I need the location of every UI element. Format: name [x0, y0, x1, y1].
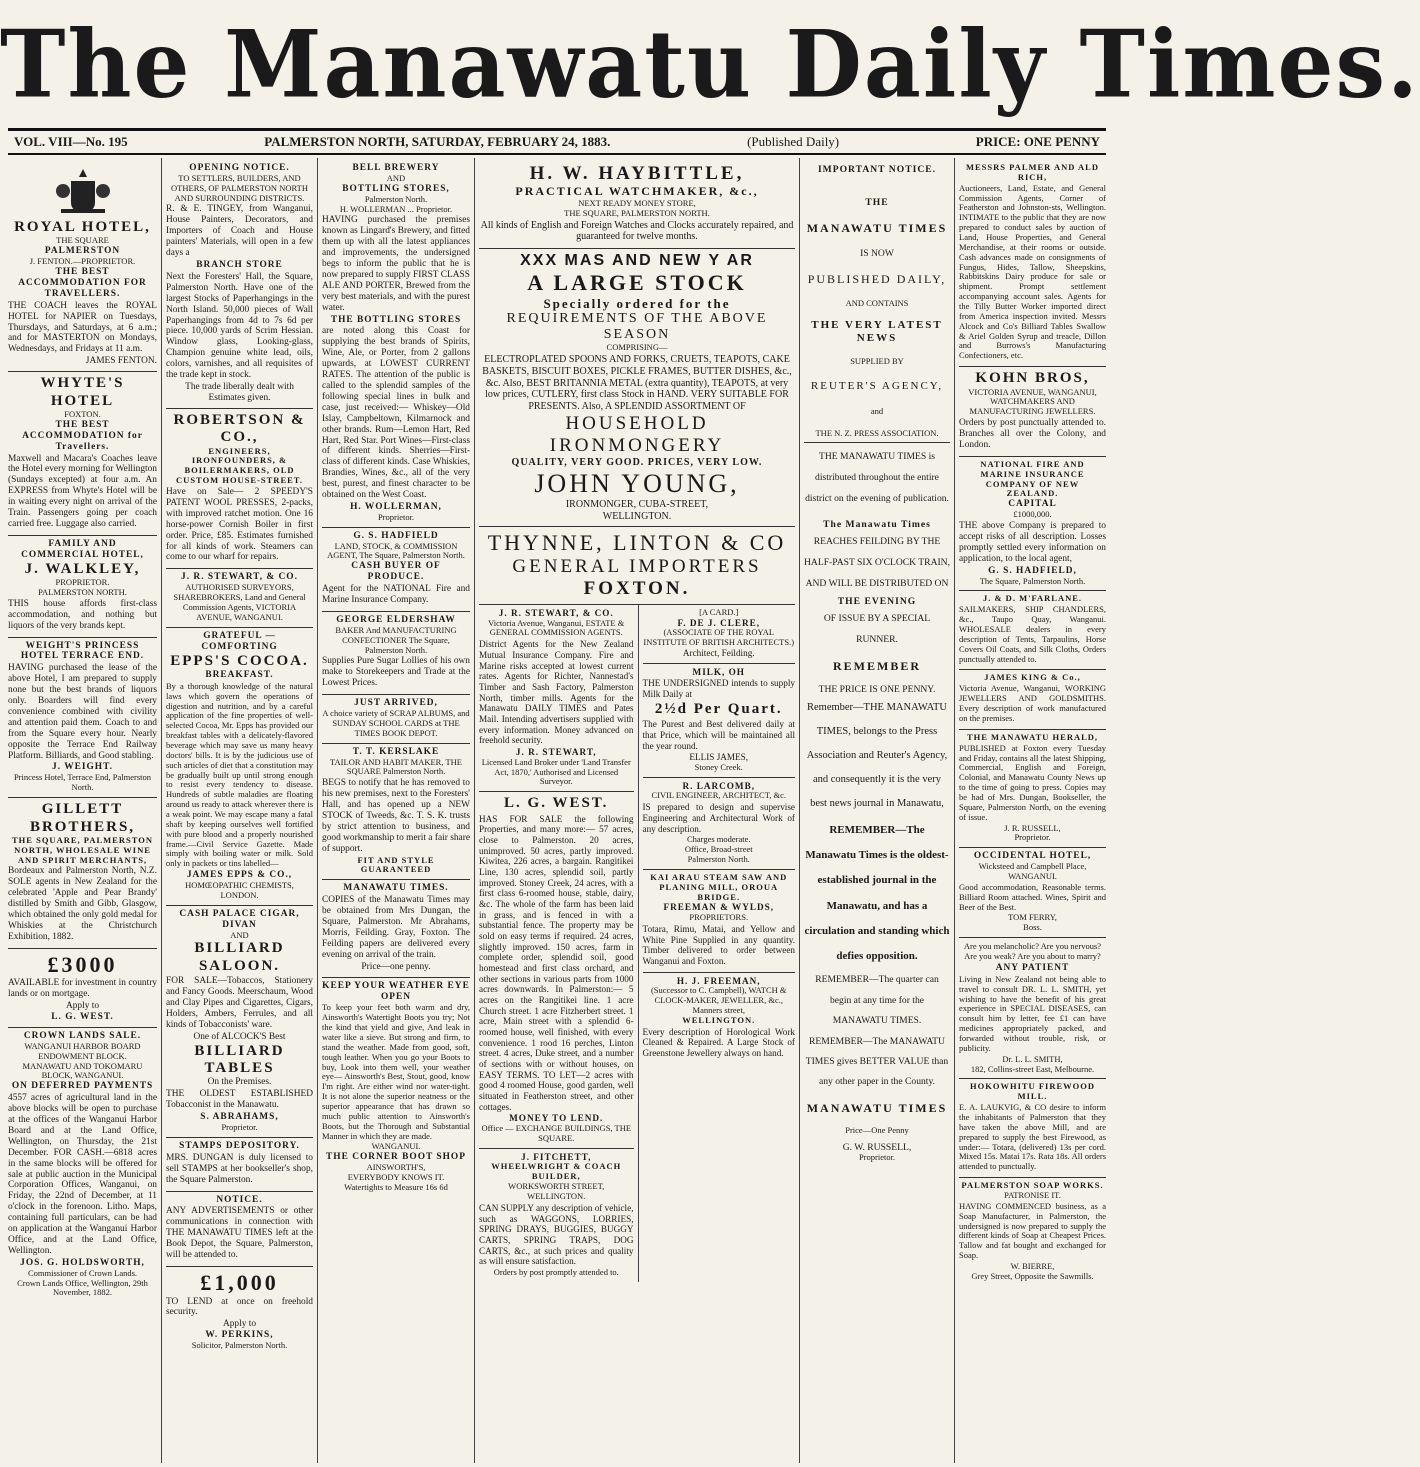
stewart-title-2: J. R. STEWART, & CO.	[181, 572, 298, 583]
herald-body: PUBLISHED at Foxton every Tuesday and Friday, contains all the latest Shipping, Commercial, English and Foreign, Colonial, and Manawatu County News up to the time of going to press. Copies may be had of Mrs. Dungan, Bookseller, the Square, Palmerston North, on the evening of issue.	[959, 742, 1106, 822]
young-place: WELLINGTON.	[602, 510, 672, 522]
reuter: REUTER'S AGENCY,	[810, 380, 944, 393]
bell-sub: BOTTLING STORES,	[342, 183, 450, 194]
investment-amount: £3000	[47, 951, 118, 977]
hay-next: NEXT READY MONEY STORE,	[578, 197, 696, 208]
crown-sub: WANGANUI HARBOR BOARD ENDOWMENT BLOCK.	[24, 1040, 141, 1061]
reaches: REACHES FEILDING BY THE HALF-PAST SIX O'CLOCK TRAIN, AND WILL BE DISTRIBUTED ON	[804, 536, 951, 590]
ad-notice	[166, 1192, 313, 1267]
epps-sig2: HOMŒOPATHIC CHEMISTS, LONDON.	[185, 880, 294, 900]
ad-crown-lands	[8, 1028, 157, 1302]
ad-weights-hotel	[8, 638, 157, 799]
milk-price: 2½d Per Quart.	[654, 700, 783, 717]
ad-opening-notice	[166, 160, 313, 409]
royal-crest-icon	[51, 165, 115, 217]
king-body: Victoria Avenue, Wanganui, WORKING JEWELLERS AND GOLDSMITHS. Every description of work manufactured on the premises.	[959, 683, 1106, 723]
notice-body: ANY ADVERTISEMENTS or other communications in connection with THE MANAWATU TIMES left at the Book Depot, the Square, Palmerston, will be attended to.	[166, 1206, 313, 1261]
kersl-fit: FIT AND STYLE GUARANTEED	[357, 854, 435, 875]
fitch-body: CAN SUPPLY any description of vehicle, such as WAGGONS, LORRIES, SPRING DRAYS, BUGGIES, BUGGY CARTS, SPRING TRAPS, DOG CARTS, &c., at such prices and quality as will ensure satisfaction.	[479, 1202, 634, 1267]
crown-body: 4557 acres of agricultural land in the above blocks will be open to purchase at the offices of the Wanganui Harbor Board and at the Land Office, Wellington, on Thursday, the 21st December. FOR CASH.—6818 acres in the same blocks will be offered for sale at public auction in the Municipal Corporation Offices, Wanganui, on Friday, the 22nd of December, at 11 o'clock in the forenoon. Litho. Maps, containing full particulars, can be had on application at the Wanganui Harbor Office, and at the Land Office, Wellington.	[8, 1093, 157, 1256]
stewart4-sig: J. R. STEWART,	[515, 746, 597, 757]
better-value: REMEMBER—The MANAWATU TIMES gives BETTER VALUE than any other paper in the County.	[805, 1035, 949, 1088]
whyte-title: WHYTE'S HOTEL	[40, 375, 125, 409]
ad-clere	[643, 605, 796, 664]
nat-place: The Square, Palmerston North.	[979, 575, 1086, 586]
royal-place: PALMERSTON	[44, 246, 121, 257]
dateline	[8, 128, 1106, 155]
rich-body: Auctioneers, Land, Estate, and General Commission Agents, Corner of Featherston and Johnston-sts, Wellington. INTIMATE to the public that they are now prepared to conduct sales by auction of Land, House Properties, and General Merchandise, at their rooms or outside. Cash advances made on consignments of Fungus, Hides, Tallow, Sheepskins, Rabbitskins Dairy produce for sale or shipment. Prompt settlement accompanying account sales. Agents for the Tilly Butter Worker imported direct from America inspection invited. Messrs Alcock and Co's Billiard Tables Swallow & Ariel Golden Syrup and treacle, Dillon and Burrows's Manufacturing Confectioners, etc.	[959, 182, 1106, 361]
young-name: JOHN YOUNG,	[534, 468, 740, 498]
ad-robertson	[166, 409, 313, 570]
reaches-title: The Manawatu Times	[823, 519, 931, 531]
bottling-prop: Proprietor.	[377, 511, 415, 522]
family-prop: PROPRIETOR.	[55, 577, 110, 588]
royal-sig: JAMES FENTON.	[85, 356, 157, 367]
bell-and: AND	[386, 172, 406, 183]
column-5	[800, 158, 955, 1463]
gillett-sub: THE SQUARE, PALMERSTON NORTH, WHOLESALE WINE AND SPIRIT MERCHANTS,	[12, 834, 153, 865]
stewart-sub-2: AUTHORISED SURVEYORS, SHAREBROKERS, Land and General Commission Agents, VICTORIA AVENUE, WANGANUI.	[173, 582, 306, 622]
mel-addr: 182, Collins-street East, Melbourne.	[970, 1063, 1095, 1074]
cigar-body: FOR SALE—Tobaccos, Stationery and Fancy Goods. Meerschaum, Wood and Clay Pipes and Cigarettes, Cigars, Holders, Ambers, Ferrules, and all kinds of Tobacconists' ware.	[166, 976, 313, 1030]
occ-prop: Boss.	[1023, 922, 1042, 933]
ad-john-young	[479, 249, 795, 527]
ad-national-insurance	[959, 457, 1106, 592]
remember-heading: REMEMBER	[833, 658, 921, 673]
col4-left	[479, 605, 639, 1282]
hadfield-sub: LAND, STOCK, & COMMISSION AGENT, The Square, Palmerston North.	[327, 540, 465, 561]
soap-sub: PATRONISE IT.	[1004, 1189, 1061, 1200]
price-note: THE PRICE IS ONE PENNY.	[818, 683, 936, 695]
alcock-est: THE OLDEST ESTABLISHED Tobacconist in the Manawatu.	[166, 1089, 313, 1111]
royal-prop: J. FENTON.—PROPRIETOR.	[29, 256, 136, 267]
and-contains: AND CONTAINS	[845, 298, 909, 309]
stamps-title: STAMPS DEPOSITORY.	[179, 1140, 300, 1151]
kohn-sub: VICTORIA AVENUE, WANGANUI, WATCHMAKERS AND MANUFACTURING JEWELLERS.	[968, 386, 1097, 417]
arrived-body: A choice variety of SCRAP ALBUMS, and SUNDAY SCHOOL CARDS at THE TIMES BOOK DEPOT.	[322, 708, 470, 738]
larcomb-office: Office, Broad-street	[684, 844, 753, 855]
hay-title: H. W. HAYBITTLE,	[529, 163, 745, 184]
ad-hadfield	[322, 528, 470, 612]
bell-body: HAVING purchased the premises known as Lingard's Brewery, and fitted them up with all the latest appliances and improvements, the undersigned begs to inform the public that he is now prepared to supply FIRST CLASS ALE AND PORTER, Brewed from the very best materials, and with the purest water.	[322, 215, 470, 313]
hok-body: E. A. LAUKVIG, & CO desire to inform the inhabitants of Palmerston that they have taken the above Mill, and are prepared to supply the best Firewood, as under:— Totara, (delivered) 13s per cord. Mixed 15s. Matai 17s. Rata 18s. All orders attended to punctually.	[959, 1102, 1106, 1172]
occ-title: OCCIDENTAL HOTEL,	[973, 851, 1092, 862]
milk-title: MILK, OH	[692, 666, 745, 677]
epps-sig: JAMES EPPS & CO.,	[186, 870, 293, 881]
fitch-title: J. FITCHETT,	[521, 1151, 592, 1162]
ad-stamps	[166, 1138, 313, 1192]
kohn-title: KOHN BROS,	[975, 370, 1090, 387]
and2: and	[870, 406, 884, 417]
keep-sig2: EVERYBODY KNOWS IT.	[347, 1172, 445, 1183]
ad-west	[479, 792, 634, 1149]
elder-title: GEORGE ELDERSHAW	[336, 614, 456, 625]
larcomb-body: IS prepared to design and supervise Engineering and Architectural Work of any description.	[642, 802, 795, 834]
open-est: Estimates given.	[208, 392, 271, 403]
crown-deferred: ON DEFERRED PAYMENTS	[11, 1081, 154, 1092]
lend-sig: W. PERKINS,	[205, 1330, 274, 1341]
kohn-body: Orders by post punctually attended to. Branches all over the Colony, and London.	[959, 418, 1106, 450]
hadfield-title: G. S. HADFIELD	[353, 530, 439, 541]
crown-sub2: MANAWATU AND TOKOMARU BLOCK, WANGANUI.	[22, 1060, 143, 1081]
times-body: COPIES of the Manawatu Times may be obtained from Mrs Dungan, the Square, Palmerston. Mr Abrahams, Morris, Feilding. Gray, Foxton. The Feilding papers are delivered every evening on arrival of the train.	[322, 895, 470, 960]
whyte-body: Maxwell and Macara's Coaches leave the Hotel every morning for Wellington (Sundays excepted) at four a.m. An EXPRESS from Whyte's Hotel will be in waiting every night on arrival of the Train. Passengers going per coach carried free. Luggage also carried.	[8, 453, 157, 529]
clere-title: F. DE J. CLERE,	[677, 617, 761, 628]
ad-haybittle	[479, 160, 795, 249]
crown-title: CROWN LANDS SALE.	[23, 1030, 142, 1041]
investment-sig: L. G. WEST.	[51, 1012, 114, 1023]
west-office: Office — EXCHANGE BUILDINGS, THE SQUARE.	[481, 1123, 632, 1143]
alcock-prop: Proprietor.	[221, 1122, 258, 1133]
ad-ainsworth	[322, 978, 470, 1197]
stock-heading: A LARGE STOCK	[527, 270, 747, 296]
lend-apply: Apply to	[222, 1319, 257, 1330]
kersl-title: T. T. KERSLAKE	[352, 746, 440, 757]
lend-amount: £1,000	[200, 1269, 279, 1295]
remember3: REMEMBER—The Manawatu Times is the oldest-established journal in the Manawatu, and has a circulation and standing which defies opposition.	[804, 823, 950, 963]
ad-royal-hotel	[8, 160, 157, 372]
keep-sig: AINSWORTH'S,	[366, 1162, 426, 1173]
open-body: R. & E. TINGEY, from Wanganui, House Painters, Decorators, and Importers of Coach and House painters' Materials, will open in a few days a	[166, 204, 313, 259]
keep-shop: THE CORNER BOOT SHOP	[326, 1152, 466, 1163]
ad-family-hotel	[8, 536, 157, 638]
epps-body: By a thorough knowledge of the natural laws which govern the operations of digestion and nutrition, and by a careful application of the fine properties of well-selected Cocoa, Mr. Epps has provided our breakfast tables with a delicately-flavored beverage which may save us many heavy doctors' bills. It is by the judicious use of such articles of diet that a constitution may be gradually built up until strong enough to resist every tendency to disease. Hundreds of subtle maladies are floating around us ready to attack wherever there is a weak point. We may escape many a fatal shaft by keeping ourselves well fortified with pure blood and a properly nourished frame.—Civil Service Gazette. Made simply with boiling water or milk. Sold only in packets or tins labelled—	[166, 680, 313, 869]
mel-sig: Dr. L. L. SMITH,	[1002, 1053, 1063, 1064]
ad-dr-smith	[959, 938, 1106, 1079]
keep-place: WANGANUI.	[371, 1141, 421, 1152]
latest-news: THE VERY LATEST NEWS	[811, 319, 943, 344]
stewart4-body: District Agents for the New Zealand Mutual Insurance Company. Fire and Marine risks accepted at lowest current rates. Agents for Richter, Nannestad's Timber and Sash Factory, Palmerston North, timber mills. Agents for the Manawatu DAILY TIMES and Pates Mail. Intending advertisers supplied with every information. Money advanced on freehold security.	[479, 639, 634, 746]
clere-sub: (ASSOCIATE OF THE ROYAL INSTITUTE OF BRITISH ARCHITECTS.)	[643, 627, 795, 648]
distrib: THE MANAWATU TIMES is distributed throughout the entire district on the evening of publication.	[805, 450, 949, 505]
young-sub: IRONMONGER, CUBA-STREET,	[565, 499, 709, 511]
crown-sig: JOS. G. HOLDSWORTH,	[20, 1257, 145, 1268]
herald-title: THE MANAWATU HERALD,	[966, 731, 1099, 742]
ad-kerslake	[322, 744, 470, 881]
gillett-title: GILLETT BROTHERS,	[29, 801, 136, 835]
the-label: THE	[865, 197, 889, 209]
ad-hokowhitu-mill	[959, 1079, 1106, 1178]
family-place: PALMERSTON NORTH.	[38, 586, 127, 597]
column-4	[475, 158, 800, 1463]
family-body: THIS house affords first-class accommodation, and nothing but liquors of the very brands kept.	[8, 598, 157, 631]
nat-title: NATIONAL FIRE AND MARINE INSURANCE COMPANY OF NEW ZEALAND.	[980, 458, 1085, 499]
fitch-sub: WHEELWRIGHT & COACH BUILDER,	[491, 1161, 622, 1182]
thynne-place: FOXTON.	[583, 577, 691, 599]
stewart4-lic: Licensed Land Broker under 'Land Transfer Act, 1870,' Authorised and Licensed Surveyor.	[481, 756, 631, 787]
rich-title: MESSRS PALMER AND ALD RICH,	[965, 162, 1099, 182]
hok-title: HOKOWHITU FIREWOOD MILL.	[970, 1081, 1095, 1102]
ad-just-arrived	[322, 695, 470, 743]
req-heading: REQUIREMENTS OF THE ABOVE SEASON	[506, 310, 768, 343]
column-1	[4, 158, 162, 1463]
larcomb-charges: Charges moderate.	[686, 834, 751, 845]
hay-sub: PRACTICAL WATCHMAKER, &c.,	[515, 184, 759, 199]
bottling-title: THE BOTTLING STORES	[330, 314, 462, 325]
investment-body: AVAILABLE for investment in country lands or on mortgage.	[8, 978, 157, 1000]
quality-line: QUALITY, VERY GOOD. PRICES, VERY LOW.	[511, 457, 763, 469]
russell-prop: Proprietor.	[858, 1152, 896, 1163]
herald-prop: Proprietor.	[1014, 832, 1051, 843]
ad-fitchett	[479, 1149, 634, 1282]
lend-body: TO LEND at once on freehold security.	[166, 1296, 313, 1318]
epps-name: EPPS'S COCOA.	[170, 652, 309, 669]
bell-place: Palmerston North.	[364, 193, 428, 204]
young-list: ELECTROPLATED SPOONS AND FORKS, CRUETS, TEAPOTS, CAKE BASKETS, BISCUIT BOXES, PICKLE FRAMES, BUTTER DISHES, &c., &c. Also, BEST BRITANNIA METAL (extra quantity), TEAPOTS, at very low prices, CUTLERY, first class Stock in HAND. VERY SUITABLE FOR PRESENTS. Also, A SPLENDID ASSORTMENT OF	[482, 354, 792, 412]
nz-press: THE N. Z. PRESS ASSOCIATION.	[815, 428, 939, 439]
times-price: Price—one penny.	[361, 961, 431, 972]
west-body: HAS FOR SALE the following Properties, and many more:— 57 acres, close to Palmerston. 20 acres, unimproved. 50 acres, partly improved. Kiwitea, 226 acres, a bargain. Rangitikei Line, 130 acres, splendid soil, partly improved. Stoney Creek, 24 acres, with a first class 6-roomed house, stable, dairy, &c. The whole of the farm has been laid in grass, and is fenced in with a substantial fence. The property may be sold on easy terms if required. 24 acres, slightly improved. 150 acres, farm in complete order, splendid soil, good homestead and first class orchard, and other sections in various parts from 1000 acres downwards. In Palmerston:— 5 acres on the Rangitikei line. 1 acre Church street. 1 acre Fitzherbert street. 1 acre, Main street with a splendid 6-roomed house, well finished, with every convenience. 1 rood 16 perches, Linton street. 4 acres, Duke street, and a number of sections with or without houses, on EASY TERMS. TO LET—2 acres with good 4 roomed House, good garden, well situated in Featherston street, and other cottages.	[479, 813, 634, 1112]
epps-title: GRATEFUL — COMFORTING	[201, 630, 278, 652]
mf-title: J. & D. M'FARLANE.	[982, 593, 1083, 604]
weight-sig: J. WEIGHT.	[52, 762, 113, 773]
milk-place: Stoney Creek.	[694, 761, 743, 772]
rob-title: ROBERTSON & CO.,	[173, 411, 306, 446]
karere-body: Totara, Rimu, Matai, and Yellow and White Pine Supplied in any quantity. Timber delivered to order between Wanganui and Foxton.	[642, 923, 795, 966]
column-3	[318, 158, 475, 1463]
cigar-and: AND	[230, 929, 249, 940]
gillett-body: Bordeaux and Palmerston North, N.Z. SOLE agents in New Zealand for the celebrated 'Apple and Pear Brandy' distilled by Smith and Gibb, Glasgow, which obtained the only gold medal for Whiskies at the Christchurch Exhibition, 1882.	[8, 866, 157, 942]
alcock-on: On the Premises.	[207, 1077, 272, 1088]
weight-title: WEIGHT'S PRINCESS HOTEL TERRACE END.	[20, 640, 145, 662]
house-heading: HOUSEHOLD IRONMONGERY	[549, 413, 725, 457]
kersl-sub: TAILOR AND HABIT MAKER, THE SQUARE Palmerston North.	[330, 756, 462, 777]
stewart4-title: J. R. STEWART, & CO.	[498, 607, 614, 618]
west-title: L. G. WEST.	[504, 795, 609, 812]
royal-title: ROYAL HOTEL,	[14, 219, 151, 235]
epps-bf: BREAKFAST.	[205, 669, 274, 680]
supplied-by: SUPPLIED BY	[850, 355, 904, 366]
mel-body2: Living in New Zealand not being able to travel to consult DR. L. L. SMITH, yet wishing to have the benefit of his great experience in SPECIAL DISEASES, can consult him by letter, fee £1 can have medicines appropriately packed, and forwarded without trouble, risk, or publicity.	[959, 973, 1106, 1053]
freeman-place: WELLINGTON.	[682, 1014, 756, 1025]
open-body2: Next the Foresters' Hall, the Square, Palmerston North. Have one of the largest Stocks of Paperhangings in the North Island. 50,000 pieces of Wall Paperhangings from 4d to 7s 6d per piece. 10,000 yards of Scrim Hessian. Window glass, Looking-glass, Champion genuine white lead, oils, colors, varnishes, and all requisites of the trade kept in stock.	[166, 271, 313, 381]
ad-cigar-divan	[166, 906, 313, 1138]
milk-sig: ELLIS JAMES,	[689, 752, 749, 763]
hay-place: THE SQUARE, PALMERSTON NORTH.	[564, 207, 710, 218]
columns	[4, 158, 1110, 1463]
hadfield-body: Agent for the NATIONAL Fire and Marine Insurance Company.	[322, 584, 470, 606]
open-title: OPENING NOTICE.	[189, 163, 290, 173]
freeman-sub: (Successor to C. Campbell), WATCH & CLOCK-MAKER, JEWELLER, &c., Manners street,	[650, 985, 787, 1016]
kersl-body: BEGS to notify that he has removed to his new premises, next to the Foresters' Hall, and has opened up a NEW STOCK of Tweeds, &c. T. S. K. trusts by strict attention to business, and good workmanship to merit a fair share of support.	[322, 778, 470, 854]
special-heading: Specially ordered for the	[543, 295, 731, 311]
ad-freeman	[643, 973, 796, 1064]
family-title: FAMILY AND COMMERCIAL HOTEL,	[21, 538, 144, 560]
ad-manawatu-times-copies	[322, 880, 470, 977]
nat-sig: G. S. HADFIELD,	[988, 565, 1077, 576]
ad-lend	[166, 1267, 313, 1355]
larcomb-title: R. LARCOMB,	[682, 780, 755, 791]
quarter-note: REMEMBER—The quarter can begin at any time for the MANAWATU TIMES.	[815, 974, 939, 1026]
remember2: Remember—THE MANAWATU TIMES, belongs to the Press Association and Reuter's Agency, and consequently it is the very best news journal in Manawatu,	[806, 701, 948, 810]
ad-whytes-hotel	[8, 372, 157, 536]
ad-larcomb	[643, 778, 796, 870]
bottling-body: are noted along this Coast for supplying the best brands of Spirits, Wine, Ale, or Porter, from 2 gallons upwards, at LOWEST CURRENT RATES. The attention of the public is called to the splendid samples of the following special lines in bulk and case, just received:— Whiskey—Old Islay, Campbeltown, Kilmarnock and other brands. Rum—Lemon Hart, Red Hart, Red Star. Port Wines—First-class of different kinds. Sherries—First-class of different kinds. Case Whiskies, Brandies, Wines, &c., all of the very best, purest, and finest character to be obtained on the West Coast.	[322, 326, 470, 501]
price2: Price—One Penny	[845, 1125, 909, 1136]
elder-body: Supplies Pure Sugar Lollies of his own make to Storekeepers and Trade at the Lowest Prices.	[322, 656, 470, 689]
cigar-billiard: BILLIARD SALOON.	[194, 940, 285, 974]
keep-body: To keep your feet both warm and dry, Ainsworth's Watertight Boots you try; Not the kind that yield and give, And leak in water like a sieve. But strong and firm, to stand the weather. Made from good, soft, tough leather. When you go your Boots to buy, Look into them well, your weather eye— Ainsworth's Best, Stout, good, know I'm right. Are either wind nor water-tight. It is not alone the superior neatness or the superior appearance that has drawn so much public attention to Ainsworth's Boots, but the Thorough and Substantial Manner in which they are made.	[322, 1002, 470, 1141]
xmas-heading: XXX MAS AND NEW Y AR	[520, 251, 754, 269]
notice-title: NOTICE.	[216, 1194, 263, 1205]
larcomb-sub: CIVIL ENGINEER, ARCHITECT, &c.	[651, 790, 787, 801]
ad-manawatu-herald	[959, 730, 1106, 848]
bell-prop: H. WOLLERMAN ... Proprietor.	[339, 203, 453, 214]
alcock-body: One of ALCOCK'S Best	[193, 1031, 286, 1042]
ad-eldershaw	[322, 612, 470, 695]
russell-sig: G. W. RUSSELL,	[842, 1142, 912, 1153]
whyte-place: FOXTON.	[64, 408, 101, 419]
comp-heading: COMPRISING—	[606, 342, 668, 353]
weight-addr: Princess Hotel, Terrace End, Palmerston North.	[13, 772, 152, 793]
open-trade: The trade liberally dealt with	[185, 381, 294, 392]
volume-number: VOL. VIII—No. 195	[14, 134, 128, 149]
mel-body: Are you melancholic? Are you nervous? Are you weak? Are you about to marry?	[963, 941, 1102, 962]
karere-prop: PROPRIETORS.	[689, 912, 749, 923]
stewart4-sub: Victoria Avenue, Wanganui, ESTATE & GENERAL COMMISSION AGENTS.	[488, 617, 625, 638]
ad-soap-works	[959, 1178, 1106, 1286]
soap-addr: Grey Street, Opposite the Sawmills.	[971, 1270, 1094, 1281]
soap-body: HAVING COMMENCED business, as a Soap Manufacturer, in Palmerston, the undersigned is now prepared to supply the different kinds of Soap at Cheapest Prices. Tallow and fat bought and exchanged for Soap.	[959, 1200, 1106, 1261]
clere-card: [A CARD.]	[699, 606, 739, 617]
ad-stewart-surveyors	[166, 569, 313, 627]
soap-title: PALMERSTON SOAP WORKS.	[961, 1180, 1104, 1191]
ad-stewart-agents	[479, 605, 634, 792]
soap-sig: W. BIERRE,	[1010, 1260, 1055, 1271]
royal-best: THE BEST ACCOMMODATION FOR TRAVELLERS.	[18, 267, 147, 299]
alcock-title: BILLIARD TABLES	[194, 1042, 285, 1077]
freeman-title: H. J. FREEMAN,	[676, 975, 761, 986]
arrived-title: JUST ARRIVED,	[354, 698, 438, 709]
investment-apply: Apply to	[65, 1001, 100, 1012]
family-name: J. WALKLEY,	[24, 560, 141, 577]
royal-coach: THE COACH leaves the ROYAL HOTEL for NAPIER on Tuesdays, Thursdays, and Saturdays, at 6 a.m.; and for MASTERTON on Mondays, Wednesdays, and Fridays at 11 a.m.	[8, 300, 157, 355]
ad-kai-arau-mill	[643, 870, 796, 973]
ad-james-king	[959, 670, 1106, 729]
cigar-title: CASH PALACE CIGAR, DIVAN	[179, 908, 300, 930]
nat-cap: CAPITAL	[1008, 499, 1057, 510]
bottling-sig: H. WOLLERMAN,	[350, 501, 442, 512]
ad-epps-cocoa	[166, 628, 313, 906]
milk-body: THE UNDERSIGNED intends to supply Milk Daily at	[642, 678, 795, 700]
royal-sub: THE SQUARE	[56, 235, 109, 246]
fitch-place: WORKSWORTH STREET, WELLINGTON.	[508, 1181, 605, 1202]
fitch-orders: Orders by post promptly attended to.	[493, 1266, 619, 1277]
ad-occidental-hotel	[959, 848, 1106, 938]
herald-sig: J. R. RUSSELL,	[1004, 822, 1061, 833]
karere-names: FREEMAN & WYLDS,	[663, 902, 775, 913]
freeman-body: Every description of Horological Work Cleaned & Repaired. A Large Stock of Greenstone Jewellery always on hand.	[642, 1026, 795, 1059]
published-note: (Published Daily)	[747, 134, 840, 149]
ad-kohn-bros	[959, 367, 1106, 457]
rob-body: Have on Sale— 2 SPEEDY'S PATENT WOOL PRESSES, 2-packs, with improved ratchet motion. One 16 horse-power Cornish Boiler in first order. Price, £85. Estimates furnished for all kinds of work. Steamers can come to our wharf for repairs.	[166, 487, 313, 563]
rob-sub: ENGINEERS, IRONFOUNDERS, & BOILERMAKERS, OLD CUSTOM HOUSE-STREET.	[176, 445, 303, 486]
mt-title: MANAWATU TIMES	[806, 221, 948, 236]
mf-body: SAILMAKERS, SHIP CHANDLERS, &c., Taupo Quay, Wanganui. WHOLESALE dealers in every description of Tents, Tarpaulins, Horse Covers Oil Coats, and Silk Cloths, Orders punctually attended to.	[959, 604, 1106, 664]
pub: PUBLISHED DAILY,	[807, 272, 947, 287]
bell-title: BELL BREWERY	[352, 163, 440, 173]
ad-milk	[643, 664, 796, 778]
thynne-sub: GENERAL IMPORTERS	[512, 555, 762, 577]
ad-investment	[8, 949, 157, 1028]
crown-sig2: Commissioner of Crown Lands.	[27, 1267, 138, 1278]
west-money: MONEY TO LEND.	[509, 1113, 604, 1124]
weight-body: HAVING purchased the lease of the above Hotel, I am prepared to supply none but the best brands of liquors only. Boarders will find every convenience combined with civility and attention paid them. Coach to and from the Square every hour. Nearly opposite the Terrace End Railway Platform. Billiards, and Good stabling.	[8, 663, 157, 761]
issue: OF ISSUE BY A SPECIAL RUNNER.	[823, 612, 931, 645]
open-branch: BRANCH STORE	[196, 260, 283, 271]
place-date: PALMERSTON NORTH, SATURDAY, FEBRUARY 24, 1883.	[264, 134, 611, 149]
elder-sub: BAKER And MANUFACTURING CONFECTIONER The Square, Palmerston North.	[335, 624, 457, 655]
king-title: JAMES KING & Co.,	[984, 672, 1081, 683]
thynne-title: THYNNE, LINTON & CO	[487, 530, 787, 556]
keep-title: KEEP YOUR WEATHER EYE OPEN	[322, 980, 470, 1002]
occ-body: Good accommodation, Reasonable terms. Billiard Room attached. Wines, Spirit and Beer of the Best.	[959, 881, 1106, 912]
ad-gillett-brothers	[8, 798, 157, 949]
column-6	[955, 158, 1110, 1463]
lend-sig2: Solicitor, Palmerston North.	[191, 1340, 288, 1351]
ad-thynne-linton	[479, 527, 795, 605]
whyte-best: THE BEST ACCOMMODATION for Travellers.	[22, 419, 143, 452]
karere-title: KAI ARAU STEAM SAW AND PLANING MILL, OROUA BRIDGE.	[650, 871, 788, 902]
crown-date: Crown Lands Office, Wellington, 29th November, 1882.	[17, 1277, 148, 1298]
col4-right	[639, 605, 796, 1282]
column-2	[162, 158, 318, 1463]
occ-sub: Wicksteed and Campbell Place, WANGANUI.	[978, 861, 1087, 881]
ad-mfarlane	[959, 591, 1106, 670]
imp-notice: IMPORTANT NOTICE.	[817, 164, 937, 175]
newspaper-title: The Manawatu Daily Times.	[0, 9, 1420, 119]
price: PRICE: ONE PENNY	[975, 134, 1100, 149]
keep-foot: Watertights to Measure 16s 6d	[344, 1181, 448, 1192]
mel-title: ANY PATIENT	[995, 962, 1070, 973]
ad-bell-brewery	[322, 160, 470, 528]
col4-split	[479, 605, 795, 1282]
stamps-body: MRS. DUNGAN is duly licensed to sell STAMPS at her bookseller's shop, the Square Palmerston.	[166, 1152, 313, 1185]
ad-palmer-aldrich	[959, 160, 1106, 367]
larcomb-place: Palmerston North.	[687, 854, 750, 864]
hay-body: All kinds of English and Foreign Watches and Clocks accurately repaired, and guaranteed for twelve months.	[480, 219, 794, 243]
milk-body2: The Purest and Best delivered daily at that Price, which will be maintained all the year round.	[642, 719, 795, 751]
occ-sig: TOM FERRY,	[1008, 912, 1057, 923]
evening: THE EVENING	[837, 595, 917, 607]
clere-place: Architect, Feilding.	[682, 648, 755, 659]
open-sub: TO SETTLERS, BUILDERS, AND OTHERS, OF PALMERSTON NORTH AND SURROUNDING DISTRICTS.	[171, 172, 308, 203]
hadfield-cash: CASH BUYER OF PRODUCE.	[351, 561, 441, 583]
times-title: MANAWATU TIMES.	[343, 883, 449, 894]
nat-amt: £1000,000.	[1013, 509, 1052, 520]
alcock-sig: S. ABRAHAMS,	[200, 1112, 279, 1123]
mt-title-2: MANAWATU TIMES	[806, 1101, 948, 1116]
masthead	[0, 0, 1420, 128]
nat-body: THE above Company is prepared to accept risks of all description. Losses promptly settled every information on application, to the local agent,	[959, 521, 1106, 564]
isnow: IS NOW	[860, 248, 894, 260]
